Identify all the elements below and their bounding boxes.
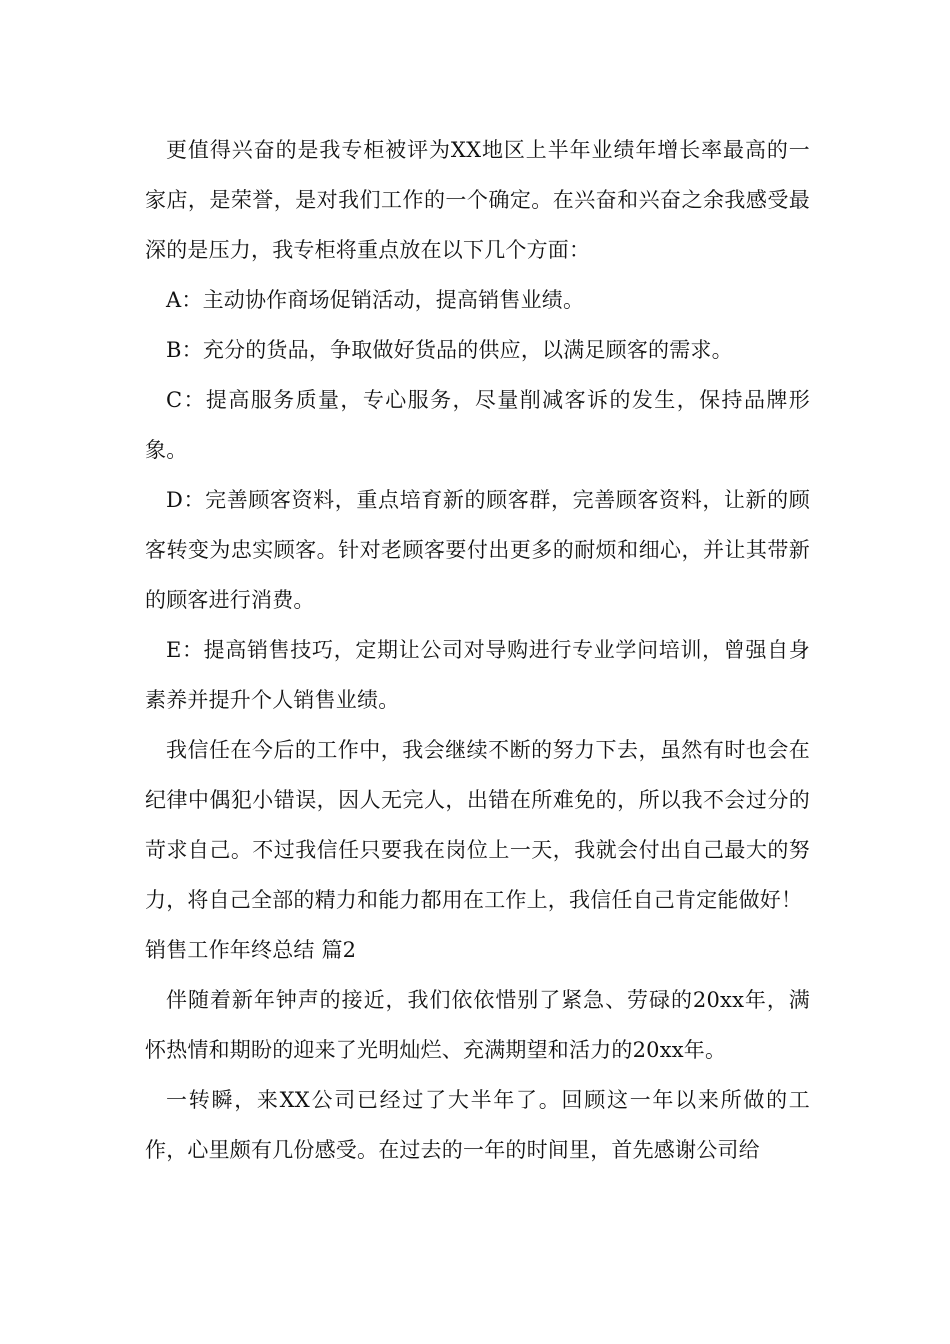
- list-item-e: E：提高销售技巧，定期让公司对导购进行专业学问培训，曾强自身素养并提升个人销售业绩。: [145, 638, 810, 712]
- paragraph-conclusion: 我信任在今后的工作中，我会继续不断的努力下去，虽然有时也会在纪律中偶犯小错误，因人无完人，出错在所难免的，所以我不会过分的苛求自己。不过我信任只要我在岗位上一天，我就会付出自己最大的努力，将自己全部的精力和能力都用在工作上，我信任自己肯定能做好！: [145, 738, 810, 912]
- paragraph-intro: 更值得兴奋的是我专柜被评为XX地区上半年业绩年增长率最高的一家店，是荣誉，是对我们工作的一个确定。在兴奋和兴奋之余我感受最深的是压力，我专柜将重点放在以下几个方面：: [145, 138, 810, 262]
- paragraph-new-year: 伴随着新年钟声的接近，我们依依惜别了紧急、劳碌的20xx年，满怀热情和期盼的迎来了光明灿烂、充满期望和活力的20xx年。: [145, 988, 810, 1062]
- section-heading: 销售工作年终总结 篇2: [145, 938, 357, 962]
- list-item-c: C：提高服务质量，专心服务，尽量削减客诉的发生，保持品牌形象。: [145, 388, 810, 462]
- list-item-d: D：完善顾客资料，重点培育新的顾客群，完善顾客资料，让新的顾客转变为忠实顾客。针对老顾客要付出更多的耐烦和细心，并让其带新的顾客进行消费。: [145, 488, 810, 612]
- list-item-b: B：充分的货品，争取做好货品的供应，以满足顾客的需求。: [166, 338, 733, 362]
- document-page: [145, 125, 810, 1175]
- paragraph-review: 一转瞬，来XX公司已经过了大半年了。回顾这一年以来所做的工作，心里颇有几份感受。在过去的一年的时间里，首先感谢公司给: [145, 1088, 810, 1162]
- list-item-a: A：主动协作商场促销活动，提高销售业绩。: [166, 288, 585, 312]
